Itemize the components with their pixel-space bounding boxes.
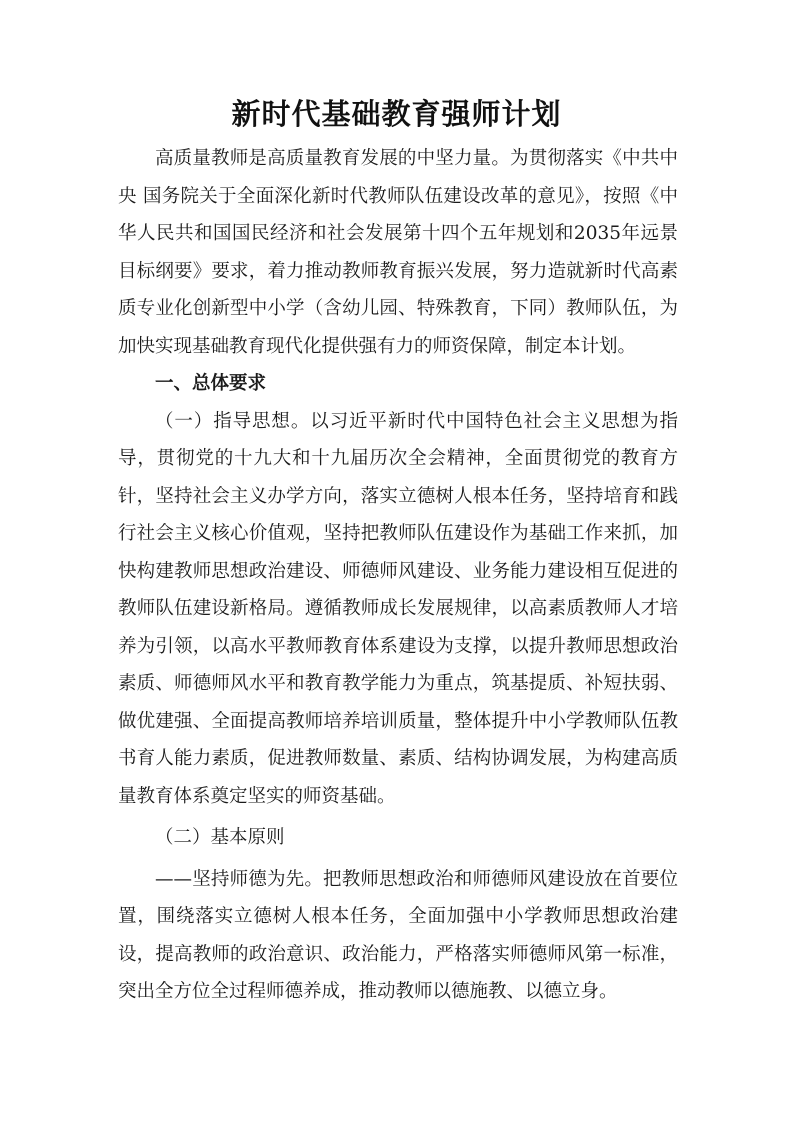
document-title: 新时代基础教育强师计划: [231, 97, 562, 131]
subsection-heading-basic-principles: （二）基本原则: [155, 827, 285, 848]
guiding-ideology-paragraph: （一）指导思想。以习近平新时代中国特色社会主义思想为指导，贯彻党的十九大和十九届历次全会精神，全面贯彻党的教育方针，坚持社会主义办学方向，落实立德树人根本任务，坚持培育和践行社会主义核心价值观，坚持把教师队伍建设作为基础工作来抓，加快构建教师思想政治建设、师德师风建设、业务能力建设相互促进的教师队伍建设新格局。遵循教师成长发展规律，以高素质教师人才培养为引领，以高水平教师教育体系建设为支撑，以提升教师思想政治素质、师德师风水平和教育教学能力为重点，筑基提质、补短扶弱、做优建强、全面提高教师培养培训质量，整体提升中小学教师队伍教书育人能力素质，促进教师数量、素质、结构协调发展，为构建高质量教育体系奠定坚实的师资基础。: [118, 410, 678, 807]
section-heading-general-requirements: 一、总体要求: [155, 373, 267, 394]
document-body: [118, 140, 678, 1011]
principle-morality-first-paragraph: ——坚持师德为先。把教师思想政治和师德师风建设放在首要位置，围绕落实立德树人根本任务，全面加强中小学教师思想政治建设，提高教师的政治意识、政治能力，严格落实师德师风第一标准，突出全方位全过程师德养成，推动教师以德施教、以德立身。: [118, 868, 678, 1002]
intro-paragraph: 高质量教师是高质量教育发展的中坚力量。为贯彻落实《中共中央 国务院关于全面深化新时代教师队伍建设改革的意见》，按照《中华人民共和国国民经济和社会发展第十四个五年规划和2035年远景目标纲要》要求，着力推动教师教育振兴发展，努力造就新时代高素质专业化创新型中小学（含幼儿园、特殊教育，下同）教师队伍，为加快实现基础教育现代化提供强有力的师资保障，制定本计划。: [118, 148, 678, 357]
